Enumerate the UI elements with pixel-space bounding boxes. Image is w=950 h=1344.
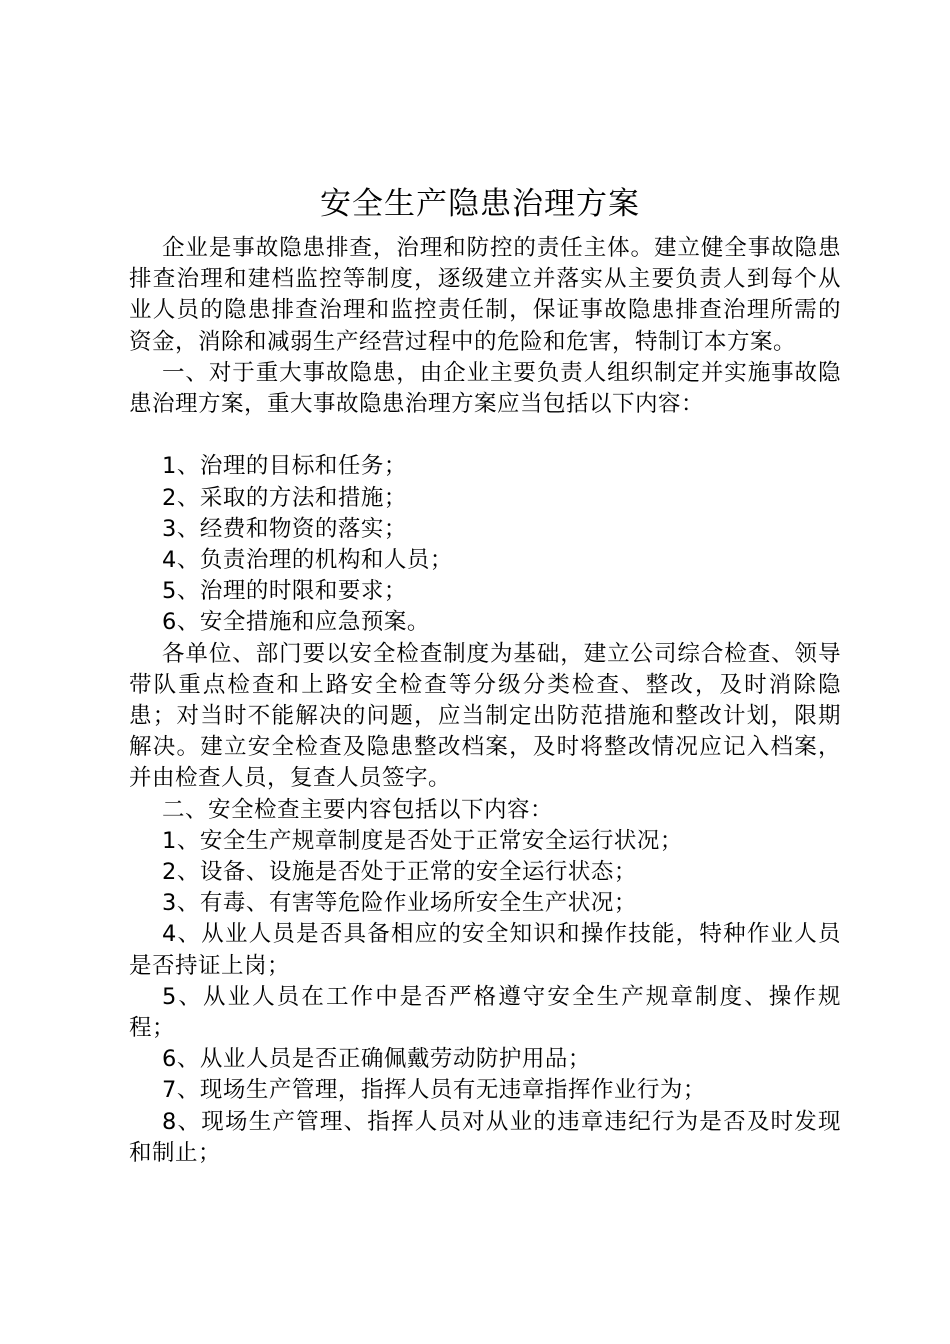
section1-item: 1、治理的目标和任务； (162, 453, 407, 480)
section1-item: 5、治理的时限和要求； (162, 578, 407, 605)
section1-item: 4、负责治理的机构和人员； (162, 547, 453, 574)
section2-item: 8、现场生产管理、指挥人员对从业的违章违纪行为是否及时发现和制止； (129, 1108, 841, 1166)
section2-item: 4、从业人员是否具备相应的安全知识和操作技能，特种作业人员是否持证上岗； (129, 921, 841, 979)
intro-paragraph: 企业是事故隐患排查，治理和防控的责任主体。建立健全事故隐患排查治理和建档监控等制度，逐级建立并落实从主要负责人到每个从业人员的隐患排查治理和监控责任制，保证事故隐患排查治理所需的资金，消除和减弱生产经营过程中的危险和危害，特制订本方案。 (129, 235, 841, 355)
document-title: 安全生产隐患治理方案 (320, 186, 640, 222)
section1-item: 2、采取的方法和措施； (162, 484, 407, 511)
section2-item: 3、有毒、有害等危险作业场所安全生产状况； (162, 890, 637, 917)
section2-item: 7、现场生产管理，指挥人员有无违章指挥作业行为； (162, 1077, 706, 1104)
section2-item: 2、设备、设施是否处于正常的安全运行状态； (162, 859, 637, 886)
section2-item: 1、安全生产规章制度是否处于正常安全运行状况； (162, 827, 683, 854)
section2-intro: 二、安全检查主要内容包括以下内容： (162, 796, 554, 823)
document-body (129, 233, 841, 1169)
section2-item: 6、从业人员是否正确佩戴劳动防护用品； (162, 1046, 591, 1073)
section2-item: 5、从业人员在工作中是否严格遵守安全生产规章制度、操作规程； (129, 983, 841, 1042)
section1-item: 3、经费和物资的落实； (162, 515, 407, 542)
section1-intro: 一、对于重大事故隐患，由企业主要负责人组织制定并实施事故隐患治理方案，重大事故隐患治理方案应当包括以下内容： (129, 359, 841, 418)
section1-item: 6、安全措施和应急预案。 (162, 609, 430, 636)
inspection-paragraph: 各单位、部门要以安全检查制度为基础，建立公司综合检查、领导带队重点检查和上路安全检查等分级分类检查、整改，及时消除隐患；对当时不能解决的问题，应当制定出防范措施和整改计划，限期解决。建立安全检查及隐患整改档案，及时将整改情况应记入档案，并由检查人员，复查人员签字。 (129, 640, 841, 792)
blank-line (129, 420, 841, 451)
